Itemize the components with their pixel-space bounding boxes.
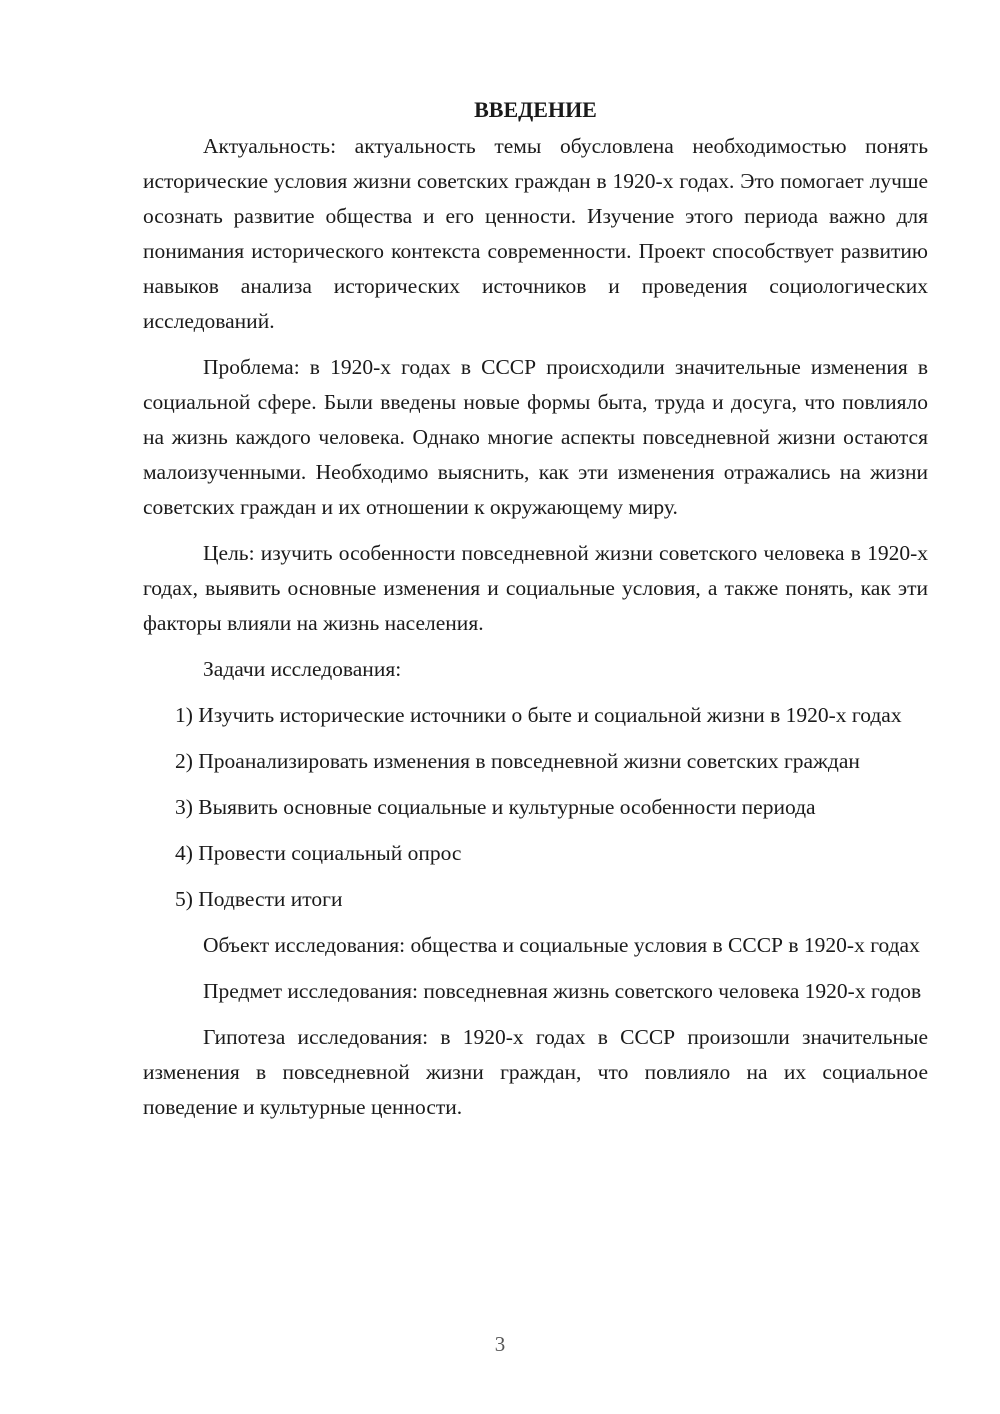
document-page (143, 92, 928, 1125)
task-item-2: 2) Проанализировать изменения в повседневной жизни советских граждан (175, 749, 860, 773)
paragraph-subject: Предмет исследования: повседневная жизнь советского человека 1920-х годов (203, 979, 922, 1003)
task-item-1: 1) Изучить исторические источники о быте и социальной жизни в 1920-х годах (175, 703, 902, 727)
task-item-5: 5) Подвести итоги (175, 887, 343, 911)
paragraph-hypothesis: Гипотеза исследования: в 1920-х годах в СССР произошли значительные изменения в повседневной жизни граждан, что повлияло на их социальное поведение и культурные ценности. (143, 1025, 928, 1119)
task-item-3: 3) Выявить основные социальные и культурные особенности периода (175, 795, 816, 819)
paragraph-goal: Цель: изучить особенности повседневной жизни советского человека в 1920-х годах, выявить основные изменения и социальные условия, а также понять, как эти факторы влияли на жизнь населения. (143, 541, 928, 635)
task-item-4: 4) Провести социальный опрос (175, 841, 462, 865)
paragraph-relevance: Актуальность: актуальность темы обусловлена необходимостью понять исторические условия жизни советских граждан в 1920-х годах. Это помогает лучше осознать развитие общества и его ценности. Изучение этого периода важно для понимания исторического контекста современности. Проект способствует развитию навыков анализа исторических источников и проведения социологических исследований. (143, 134, 928, 333)
section-title: ВВЕДЕНИЕ (474, 97, 597, 122)
paragraph-object: Объект исследования: общества и социальные условия в СССР в 1920-х годах (203, 933, 920, 957)
paragraph-tasks-heading: Задачи исследования: (203, 657, 402, 681)
page-number: 3 (494, 1332, 506, 1356)
paragraph-problem: Проблема: в 1920-х годах в СССР происходили значительные изменения в социальной сфере. Были введены новые формы быта, труда и досуга, что повлияло на жизнь каждого человека. Однако многие аспекты повседневной жизни остаются малоизученными. Необходимо выяснить, как эти изменения отражались на жизни советских граждан и их отношении к окружающему миру. (143, 355, 928, 519)
